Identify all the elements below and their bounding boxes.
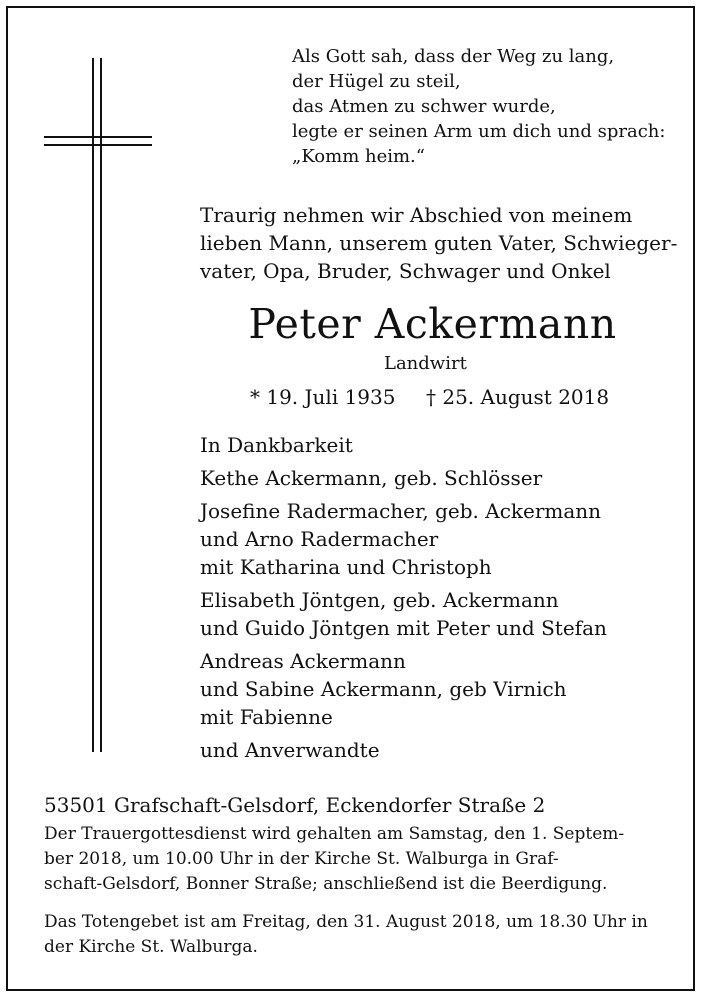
mourner-line: und Sabine Ackermann, geb Virnich xyxy=(200,677,567,701)
intro-line: lieben Mann, unserem guten Vater, Schwieger- xyxy=(200,231,678,255)
funeral-service-info xyxy=(44,822,661,897)
mourner-line: Kethe Ackermann, geb. Schlösser xyxy=(200,466,543,490)
mourner-group xyxy=(200,736,607,764)
mourners-heading: In Dankbarkeit xyxy=(200,433,353,457)
poem xyxy=(292,44,665,169)
family-address: 53501 Grafschaft-Gelsdorf, Eckendorfer Straße 2 xyxy=(44,793,546,817)
prayer-line: der Kirche St. Walburga. xyxy=(44,937,258,957)
cross-horizontal-bar xyxy=(44,144,152,146)
mourner-line: Josefine Radermacher, geb. Ackermann xyxy=(200,499,602,523)
mourner-group xyxy=(200,647,607,731)
service-line: ber 2018, um 10.00 Uhr in der Kirche St. Walburga in Graf- xyxy=(44,849,559,869)
cross-vertical-bar xyxy=(100,58,102,752)
deceased-occupation: Landwirt xyxy=(384,353,467,374)
intro-line: Traurig nehmen wir Abschied von meinem xyxy=(200,203,633,227)
cross-vertical-bar xyxy=(92,58,94,752)
farewell-intro xyxy=(200,201,678,285)
poem-line: legte er seinen Arm um dich und sprach: xyxy=(292,121,666,142)
cross-horizontal-bar xyxy=(44,136,152,138)
mourner-line: und Arno Radermacher xyxy=(200,527,439,551)
deceased-name: Peter Ackermann xyxy=(248,300,617,348)
mourners-list xyxy=(200,431,607,769)
deceased-name-block xyxy=(0,298,705,350)
service-line: schaft-Gelsdorf, Bonner Straße; anschließend ist die Beerdigung. xyxy=(44,874,608,894)
prayer-line: Das Totengebet ist am Freitag, den 31. August 2018, um 18.30 Uhr in xyxy=(44,912,648,932)
prayer-service-info xyxy=(44,910,661,960)
mourner-line: und Anverwandte xyxy=(200,738,380,762)
poem-line: der Hügel zu steil, xyxy=(292,71,461,92)
mourner-line: Andreas Ackermann xyxy=(200,649,406,673)
birth-date: * 19. Juli 1935 xyxy=(250,385,396,409)
intro-line: vater, Opa, Bruder, Schwager und Onkel xyxy=(200,259,611,283)
mourner-line: und Guido Jöntgen mit Peter und Stefan xyxy=(200,616,607,640)
mourner-line: mit Katharina und Christoph xyxy=(200,555,492,579)
poem-line: das Atmen zu schwer wurde, xyxy=(292,96,556,117)
mourner-group xyxy=(200,464,607,492)
service-line: Der Trauergottesdienst wird gehalten am Samstag, den 1. Septem- xyxy=(44,824,625,844)
mourner-group xyxy=(200,497,607,581)
mourner-line: Elisabeth Jöntgen, geb. Ackermann xyxy=(200,588,559,612)
mourner-group xyxy=(200,586,607,642)
poem-line: Als Gott sah, dass der Weg zu lang, xyxy=(292,46,615,67)
poem-line: „Komm heim.“ xyxy=(292,146,425,167)
mourner-line: mit Fabienne xyxy=(200,705,333,729)
death-date: † 25. August 2018 xyxy=(426,385,610,409)
